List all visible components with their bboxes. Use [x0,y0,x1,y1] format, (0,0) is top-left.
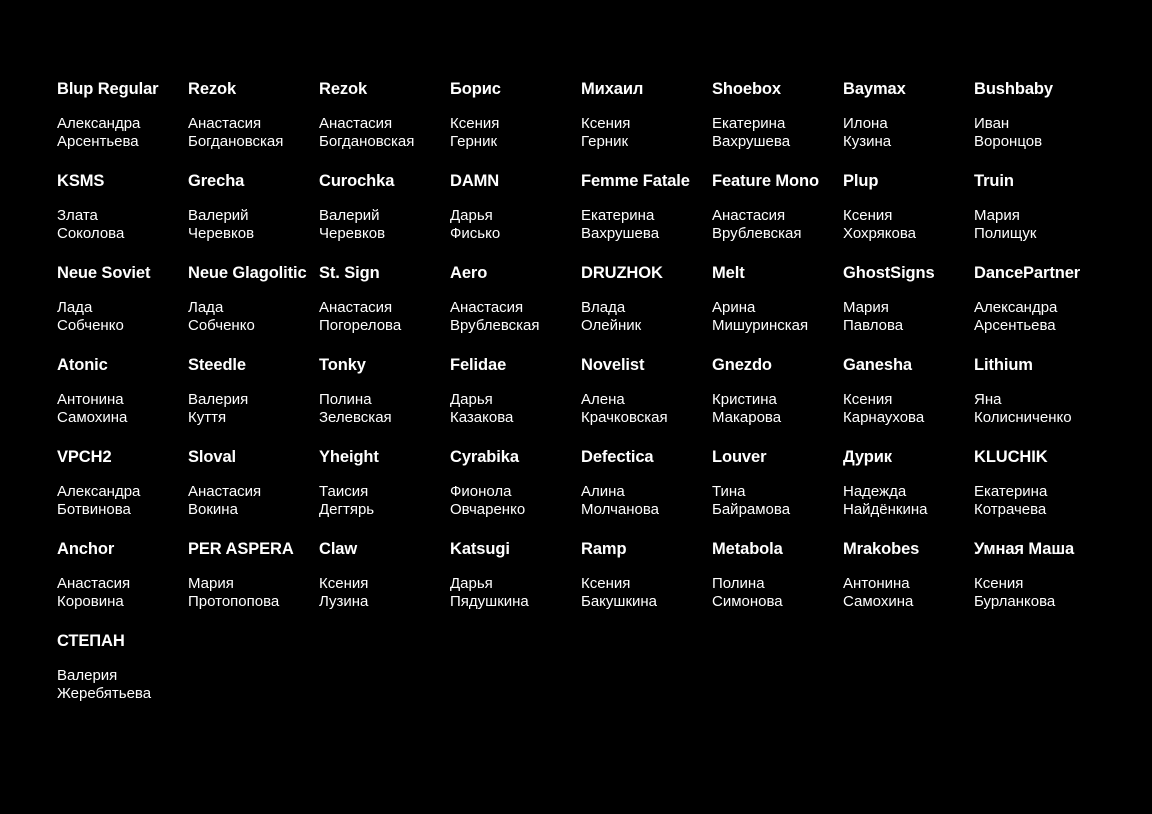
font-name: Felidae [450,356,507,374]
author-first-name: Анастасия [450,299,524,316]
author-first-name: Алина [581,483,625,500]
author-name [581,115,712,151]
font-entry [57,447,188,539]
author-first-name: Екатерина [581,207,655,224]
font-name: DancePartner [974,264,1081,282]
font-entry [450,263,581,355]
author-name [450,483,581,519]
font-name: Neue Soviet [57,264,151,282]
author-first-name: Арина [712,299,756,316]
font-name: Mrakobes [843,540,920,558]
author-name [188,575,319,611]
author-first-name: Надежда [843,483,907,500]
font-name: Feature Mono [712,172,819,190]
font-entry [188,171,319,263]
author-last-name: Зелевская [319,409,392,426]
author-name [843,391,974,427]
author-last-name: Полищук [974,225,1037,242]
font-name: Curochka [319,172,395,190]
font-entry [57,631,188,723]
font-name: Femme Fatale [581,172,690,190]
author-name [57,299,188,335]
author-last-name: Пядушкина [450,593,529,610]
author-last-name: Врублевская [712,225,802,242]
font-entry [581,355,712,447]
author-last-name: Дегтярь [319,501,375,518]
font-entry [450,355,581,447]
author-first-name: Валерия [57,667,118,684]
author-last-name: Черевков [188,225,255,242]
font-entry [974,263,1105,355]
author-first-name: Ксения [319,575,369,592]
author-first-name: Яна [974,391,1002,408]
author-last-name: Павлова [843,317,904,334]
author-last-name: Найдёнкина [843,501,928,518]
author-name [319,115,450,151]
font-entry [581,79,712,171]
font-name: Grecha [188,172,245,190]
author-last-name: Собченко [57,317,124,334]
font-name: Борис [450,80,501,98]
font-entry [712,79,843,171]
author-last-name: Герник [581,133,629,150]
font-name: Katsugi [450,540,510,558]
author-name [450,115,581,151]
font-name: Ganesha [843,356,912,374]
author-last-name: Протопопова [188,593,280,610]
font-name: Yheight [319,448,379,466]
author-name [581,299,712,335]
font-name: KLUCHIK [974,448,1048,466]
author-first-name: Тина [712,483,746,500]
author-name [57,575,188,611]
font-entry [712,171,843,263]
author-last-name: Байрамова [712,501,791,518]
font-entry [188,355,319,447]
author-first-name: Александра [57,483,141,500]
author-name [57,391,188,427]
author-last-name: Олейник [581,317,642,334]
font-entry [843,79,974,171]
author-first-name: Ксения [450,115,500,132]
author-name [843,115,974,151]
author-name [188,483,319,519]
author-name [974,115,1105,151]
author-first-name: Мария [188,575,234,592]
font-entry [319,539,450,631]
font-name: Ramp [581,540,627,558]
font-entry [581,539,712,631]
author-name [188,207,319,243]
author-last-name: Черевков [319,225,386,242]
author-first-name: Александра [57,115,141,132]
font-name: KSMS [57,172,105,190]
author-name [843,575,974,611]
author-name [974,575,1105,611]
author-first-name: Дарья [450,207,493,224]
author-name [319,299,450,335]
author-last-name: Ботвинова [57,501,131,518]
author-first-name: Иван [974,115,1010,132]
font-entry [581,263,712,355]
author-last-name: Вокина [188,501,238,518]
author-name [188,391,319,427]
author-first-name: Валерия [188,391,249,408]
author-first-name: Александра [974,299,1058,316]
author-last-name: Герник [450,133,498,150]
font-name: Aero [450,264,488,282]
author-first-name: Мария [843,299,889,316]
author-last-name: Собченко [188,317,255,334]
font-name: Neue Glagolitic [188,264,307,282]
author-name [712,483,843,519]
font-name: Louver [712,448,767,466]
author-first-name: Анастасия [188,115,262,132]
author-first-name: Анастасия [57,575,131,592]
author-name [843,207,974,243]
author-name [188,115,319,151]
author-first-name: Фионола [450,483,512,500]
author-last-name: Жеребятьева [57,685,152,702]
font-name: Михаил [581,80,644,98]
author-name [450,299,581,335]
author-first-name: Полина [712,575,765,592]
author-name [450,391,581,427]
font-entry [974,539,1105,631]
author-last-name: Коровина [57,593,124,610]
author-first-name: Ксения [581,575,631,592]
font-name: Blup Regular [57,80,159,98]
font-entry [57,171,188,263]
font-entry [450,447,581,539]
font-name: DAMN [450,172,500,190]
author-name [843,299,974,335]
font-author-grid [57,79,1117,723]
author-first-name: Дарья [450,391,493,408]
author-first-name: Антонина [57,391,124,408]
author-last-name: Казакова [450,409,514,426]
font-entry [57,355,188,447]
author-last-name: Арсентьева [57,133,139,150]
author-name [712,391,843,427]
font-entry [974,79,1105,171]
author-first-name: Кристина [712,391,777,408]
font-name: Bushbaby [974,80,1053,98]
author-last-name: Воронцов [974,133,1043,150]
author-name [57,667,188,703]
author-first-name: Таисия [319,483,369,500]
author-last-name: Богдановская [319,133,415,150]
author-name [974,483,1105,519]
author-name [57,115,188,151]
font-name: Defectica [581,448,654,466]
font-entry [974,447,1105,539]
author-name [712,115,843,151]
font-entry [974,355,1105,447]
author-name [57,483,188,519]
font-entry [712,539,843,631]
font-entry [188,539,319,631]
font-entry [188,447,319,539]
author-first-name: Анастасия [319,299,393,316]
font-entry [843,171,974,263]
font-entry [843,447,974,539]
author-last-name: Куття [188,409,227,426]
author-last-name: Вахрушева [712,133,791,150]
author-first-name: Ксения [581,115,631,132]
author-first-name: Ксения [974,575,1024,592]
author-name [712,299,843,335]
author-first-name: Ксения [843,207,893,224]
author-first-name: Анастасия [319,115,393,132]
font-entry [57,539,188,631]
font-name: Claw [319,540,358,558]
author-first-name: Злата [57,207,98,224]
author-first-name: Илона [843,115,888,132]
font-name: СТЕПАН [57,632,125,650]
author-name [974,299,1105,335]
font-entry [319,79,450,171]
author-last-name: Молчанова [581,501,660,518]
author-first-name: Ксения [843,391,893,408]
font-name: DRUZHOK [581,264,663,282]
font-name: Rezok [319,80,368,98]
author-last-name: Котрачева [974,501,1047,518]
author-name [319,207,450,243]
author-last-name: Фисько [450,225,501,242]
author-last-name: Симонова [712,593,783,610]
author-first-name: Анастасия [712,207,786,224]
font-entry [450,171,581,263]
font-name: Atonic [57,356,108,374]
author-name [319,483,450,519]
font-entry [319,355,450,447]
font-name: Rezok [188,80,237,98]
author-name [57,207,188,243]
font-entry [712,447,843,539]
author-last-name: Богдановская [188,133,284,150]
author-last-name: Кузина [843,133,892,150]
author-first-name: Полина [319,391,372,408]
font-name: Cyrabika [450,448,519,466]
font-entry [843,539,974,631]
author-last-name: Вахрушева [581,225,660,242]
author-last-name: Карнаухова [843,409,925,426]
font-entry [712,263,843,355]
author-first-name: Лада [188,299,224,316]
author-name [974,391,1105,427]
font-name: Steedle [188,356,246,374]
font-entry [974,171,1105,263]
font-entry [319,263,450,355]
author-first-name: Анастасия [188,483,262,500]
font-entry [712,355,843,447]
author-name [843,483,974,519]
font-name: VPCH2 [57,448,112,466]
font-entry [581,447,712,539]
author-first-name: Влада [581,299,626,316]
author-first-name: Екатерина [974,483,1048,500]
author-name [319,575,450,611]
author-name [450,207,581,243]
font-name: Shoebox [712,80,781,98]
font-name: Tonky [319,356,366,374]
author-first-name: Дарья [450,575,493,592]
author-first-name: Лада [57,299,93,316]
font-name: PER ASPERA [188,540,294,558]
author-name [581,391,712,427]
author-last-name: Бурланкова [974,593,1056,610]
font-name: Melt [712,264,745,282]
font-name: St. Sign [319,264,380,282]
author-name [581,207,712,243]
font-name: Baymax [843,80,906,98]
font-name: Умная Маша [974,540,1075,558]
font-name: Lithium [974,356,1033,374]
font-entry [450,79,581,171]
author-name [319,391,450,427]
font-entry [843,263,974,355]
font-name: Metabola [712,540,783,558]
author-last-name: Овчаренко [450,501,526,518]
author-name [581,575,712,611]
font-name: Gnezdo [712,356,772,374]
author-first-name: Валерий [319,207,380,224]
font-entry [57,263,188,355]
author-name [188,299,319,335]
author-last-name: Крачковская [581,409,668,426]
font-entry [319,171,450,263]
author-last-name: Макарова [712,409,782,426]
author-last-name: Бакушкина [581,593,658,610]
author-last-name: Мишуринская [712,317,809,334]
author-last-name: Арсентьева [974,317,1056,334]
font-name: Sloval [188,448,237,466]
font-name: GhostSigns [843,264,935,282]
author-last-name: Хохрякова [843,225,917,242]
author-last-name: Колисниченко [974,409,1072,426]
author-first-name: Валерий [188,207,249,224]
author-last-name: Самохина [57,409,128,426]
font-entry [57,79,188,171]
font-entry [188,79,319,171]
font-name: Дурик [843,448,892,466]
author-name [974,207,1105,243]
font-entry [450,539,581,631]
font-entry [581,171,712,263]
author-last-name: Самохина [843,593,914,610]
font-name: Anchor [57,540,115,558]
author-first-name: Алена [581,391,625,408]
font-name: Plup [843,172,879,190]
author-first-name: Мария [974,207,1020,224]
font-entry [843,355,974,447]
font-entry [188,263,319,355]
author-first-name: Екатерина [712,115,786,132]
author-name [581,483,712,519]
author-name [712,207,843,243]
font-entry [319,447,450,539]
author-first-name: Антонина [843,575,910,592]
author-name [450,575,581,611]
author-last-name: Погорелова [319,317,402,334]
font-name: Novelist [581,356,645,374]
author-name [712,575,843,611]
author-last-name: Врублевская [450,317,540,334]
author-last-name: Лузина [319,593,369,610]
author-last-name: Соколова [57,225,125,242]
font-name: Truin [974,172,1014,190]
